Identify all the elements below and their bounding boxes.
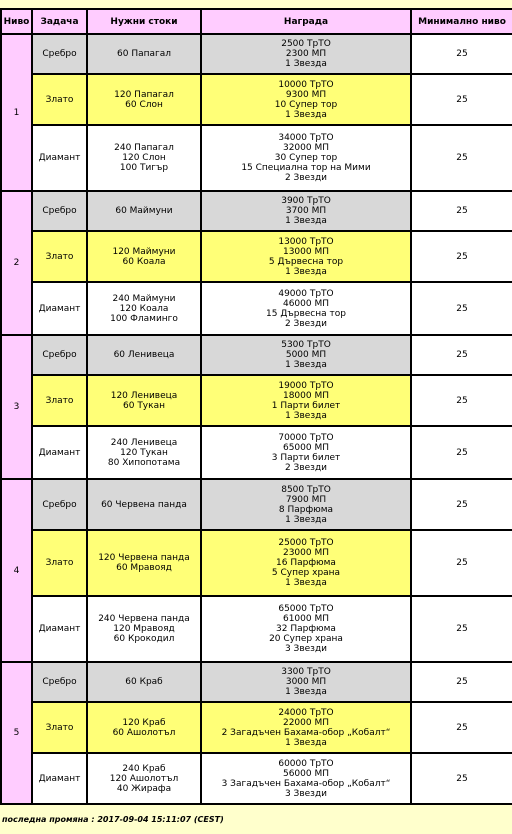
- min-level-cell: 25: [411, 231, 512, 282]
- table-row: [1, 596, 512, 662]
- min-level-cell: 25: [411, 426, 512, 479]
- level-cell: 4: [1, 479, 32, 662]
- table-row: [1, 479, 512, 530]
- reward-cell: 5300 ТрТО 5000 МП 1 Звезда: [201, 335, 411, 375]
- table-row: [1, 74, 512, 125]
- header-level: Ниво: [1, 9, 32, 34]
- min-level-cell: 25: [411, 74, 512, 125]
- task-cell: Сребро: [32, 479, 87, 530]
- task-cell: Диамант: [32, 125, 87, 191]
- reward-cell: 49000 ТрТО 46000 МП 15 Дървесна тор 2 Звезди: [201, 282, 411, 335]
- table-body: [1, 34, 512, 804]
- min-level-cell: 25: [411, 662, 512, 702]
- table-row: [1, 125, 512, 191]
- min-level-cell: 25: [411, 753, 512, 804]
- task-cell: Злато: [32, 530, 87, 596]
- header-reward: Награда: [201, 9, 411, 34]
- reward-cell: 3300 ТрТО 3000 МП 1 Звезда: [201, 662, 411, 702]
- task-cell: Диамант: [32, 426, 87, 479]
- reward-cell: 8500 ТрТО 7900 МП 8 Парфюма 1 Звезда: [201, 479, 411, 530]
- min-level-cell: 25: [411, 335, 512, 375]
- goods-cell: 120 Краб 60 Ашолотъл: [87, 702, 201, 753]
- min-level-cell: 25: [411, 702, 512, 753]
- goods-cell: 60 Папагал: [87, 34, 201, 74]
- min-level-cell: 25: [411, 282, 512, 335]
- table-row: [1, 231, 512, 282]
- table-row: [1, 34, 512, 74]
- goods-cell: 60 Ленивеца: [87, 335, 201, 375]
- reward-cell: 34000 ТрТО 32000 МП 30 Супер тор 15 Специална тор на Мими 2 Звезди: [201, 125, 411, 191]
- goods-cell: 240 Папагал 120 Слон 100 Тигър: [87, 125, 201, 191]
- header-min-level: Минимално ниво: [411, 9, 512, 34]
- table-row: [1, 426, 512, 479]
- task-cell: Диамант: [32, 596, 87, 662]
- min-level-cell: 25: [411, 596, 512, 662]
- table-row: [1, 191, 512, 231]
- table-row: [1, 702, 512, 753]
- min-level-cell: 25: [411, 530, 512, 596]
- goods-cell: 60 Краб: [87, 662, 201, 702]
- level-cell: 3: [1, 335, 32, 479]
- level-cell: 5: [1, 662, 32, 804]
- task-cell: Сребро: [32, 34, 87, 74]
- goods-cell: 120 Червена панда 60 Мравояд: [87, 530, 201, 596]
- goods-cell: 60 Маймуни: [87, 191, 201, 231]
- min-level-cell: 25: [411, 375, 512, 426]
- goods-cell: 120 Папагал 60 Слон: [87, 74, 201, 125]
- goods-cell: 60 Червена панда: [87, 479, 201, 530]
- header-row: [1, 9, 512, 34]
- reward-cell: 13000 ТрТО 13000 МП 5 Дървесна тор 1 Звезда: [201, 231, 411, 282]
- table-row: [1, 375, 512, 426]
- task-cell: Сребро: [32, 662, 87, 702]
- reward-cell: 3900 ТрТО 3700 МП 1 Звезда: [201, 191, 411, 231]
- task-cell: Сребро: [32, 335, 87, 375]
- goods-cell: 240 Краб 120 Ашолотъл 40 Жирафа: [87, 753, 201, 804]
- level-cell: 1: [1, 34, 32, 191]
- task-cell: Диамант: [32, 282, 87, 335]
- table-row: [1, 282, 512, 335]
- min-level-cell: 25: [411, 34, 512, 74]
- task-cell: Сребро: [32, 191, 87, 231]
- task-cell: Злато: [32, 375, 87, 426]
- min-level-cell: 25: [411, 479, 512, 530]
- min-level-cell: 25: [411, 191, 512, 231]
- level-cell: 2: [1, 191, 32, 335]
- reward-cell: 60000 ТрТО 56000 МП 3 Загадъчен Бахама-обор „Кобалт“ 3 Звезди: [201, 753, 411, 804]
- table-row: [1, 753, 512, 804]
- reward-cell: 25000 ТрТО 23000 МП 16 Парфюма 5 Супер храна 1 Звезда: [201, 530, 411, 596]
- goods-cell: 120 Ленивеца 60 Тукан: [87, 375, 201, 426]
- reward-cell: 2500 ТрТО 2300 МП 1 Звезда: [201, 34, 411, 74]
- task-cell: Диамант: [32, 753, 87, 804]
- table-row: [1, 662, 512, 702]
- reward-cell: 65000 ТрТО 61000 МП 32 Парфюма 20 Супер храна 3 Звезди: [201, 596, 411, 662]
- goods-cell: 240 Маймуни 120 Коала 100 Фламинго: [87, 282, 201, 335]
- header-task: Задача: [32, 9, 87, 34]
- goods-cell: 240 Ленивеца 120 Тукан 80 Хипопотама: [87, 426, 201, 479]
- reward-cell: 19000 ТрТО 18000 МП 1 Парти билет 1 Звезда: [201, 375, 411, 426]
- goods-cell: 120 Маймуни 60 Коала: [87, 231, 201, 282]
- header-goods: Нужни стоки: [87, 9, 201, 34]
- reward-cell: 24000 ТрТО 22000 МП 2 Загадъчен Бахама-обор „Кобалт“ 1 Звезда: [201, 702, 411, 753]
- task-cell: Злато: [32, 74, 87, 125]
- table-row: [1, 335, 512, 375]
- min-level-cell: 25: [411, 125, 512, 191]
- task-cell: Злато: [32, 702, 87, 753]
- goods-cell: 240 Червена панда 120 Мравояд 60 Крокодил: [87, 596, 201, 662]
- reward-cell: 70000 ТрТО 65000 МП 3 Парти билет 2 Звезди: [201, 426, 411, 479]
- task-cell: Злато: [32, 231, 87, 282]
- table-row: [1, 530, 512, 596]
- rewards-table: [0, 8, 512, 805]
- reward-cell: 10000 ТрТО 9300 МП 10 Супер тор 1 Звезда: [201, 74, 411, 125]
- last-modified-note: последна промяна : 2017-09-04 15:11:07 (CEST): [2, 815, 224, 824]
